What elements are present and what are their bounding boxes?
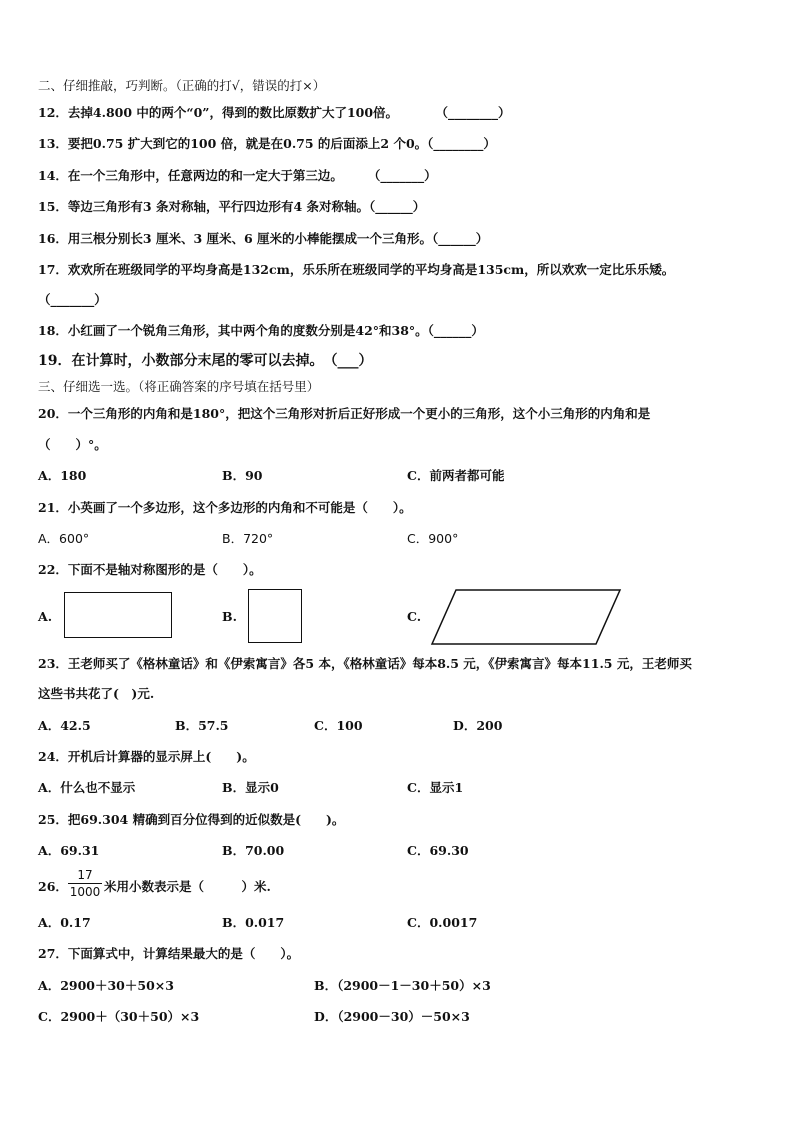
fraction-numerator: 17 <box>77 868 93 882</box>
question-14: 14．在一个三角形中，任意两边的和一定大于第三边。 （_______） <box>38 168 437 183</box>
question-17-line2: （_______） <box>38 292 107 307</box>
q23-option-a: A．42.5 <box>38 718 91 733</box>
q25-option-b: B．70.00 <box>222 843 285 858</box>
question-25: 25．把69.304 精确到百分位得到的近似数是( )。 <box>38 812 345 827</box>
question-21: 21．小英画了一个多边形，这个多边形的内角和不可能是（ ）。 <box>38 500 412 515</box>
question-12: 12．去掉4.800 中的两个“0”，得到的数比原数扩大了100倍。 （________） <box>38 105 511 120</box>
q21-option-c: C．900° <box>407 531 459 546</box>
question-27: 27．下面算式中，计算结果最大的是（ ）。 <box>38 946 300 961</box>
q26-option-b: B．0.017 <box>222 915 285 930</box>
square-icon <box>248 589 302 643</box>
q25-option-c: C．69.30 <box>407 843 469 858</box>
q27-option-a: A．2900＋30＋50×3 <box>38 978 174 993</box>
q22-option-a: A. <box>38 609 53 624</box>
q24-option-b: B．显示0 <box>222 780 279 795</box>
section-3-title: 三、仔细选一选。（将正确答案的序号填在括号里） <box>38 379 320 394</box>
rectangle-icon <box>64 592 172 638</box>
q24-option-a: A．什么也不显示 <box>38 780 136 795</box>
q21-option-a: A．600° <box>38 531 90 546</box>
fraction <box>68 868 102 899</box>
section-2-title: 二、仔细推敲，巧判断。（正确的打√，错误的打×） <box>38 78 326 93</box>
q27-option-d: D．（2900－30）－50×3 <box>314 1009 470 1024</box>
question-23-line1: 23．王老师买了《格林童话》和《伊索寓言》各5 本，《格林童话》每本8.5 元，《伊索寓言》每本11.5 元，王老师买 <box>38 656 692 671</box>
question-26-text: 米用小数表示是（ ）米. <box>104 879 271 894</box>
q23-option-d: D．200 <box>453 718 503 733</box>
q23-option-b: B．57.5 <box>175 718 229 733</box>
q26-option-c: C．0.0017 <box>407 915 478 930</box>
parallelogram-icon <box>430 588 622 646</box>
q23-option-c: C．100 <box>314 718 363 733</box>
question-16: 16．用三根分别长3 厘米、3 厘米、6 厘米的小棒能摆成一个三角形。（______） <box>38 231 489 246</box>
question-17-line1: 17．欢欢所在班级同学的平均身高是132cm，乐乐所在班级同学的平均身高是135cm，所以欢欢一定比乐乐矮。 <box>38 262 675 277</box>
question-18: 18．小红画了一个锐角三角形，其中两个角的度数分别是42°和38°。（______） <box>38 323 484 338</box>
q20-option-c: C．前两者都可能 <box>407 468 505 483</box>
q26-option-a: A．0.17 <box>38 915 91 930</box>
fraction-denominator: 1000 <box>69 885 101 899</box>
question-26-number: 26． <box>38 879 68 894</box>
q27-option-c: C．2900＋（30＋50）×3 <box>38 1009 200 1024</box>
question-20-line1: 20．一个三角形的内角和是180°，把这个三角形对折后正好形成一个更小的三角形，这个小三角形的内角和是 <box>38 406 651 421</box>
q20-option-b: B．90 <box>222 468 263 483</box>
q20-option-a: A．180 <box>38 468 87 483</box>
question-15: 15．等边三角形有3 条对称轴，平行四边形有4 条对称轴。（______） <box>38 199 426 214</box>
question-13: 13．要把0.75 扩大到它的100 倍，就是在0.75 的后面添上2 个0。（________） <box>38 136 496 151</box>
question-20-line2: （ ）°。 <box>38 437 107 452</box>
question-23-line2: 这些书共花了( )元. <box>38 686 155 701</box>
question-24: 24．开机后计算器的显示屏上( )。 <box>38 749 255 764</box>
q21-option-b: B．720° <box>222 531 274 546</box>
question-22: 22．下面不是轴对称图形的是（ ）。 <box>38 562 262 577</box>
q22-option-c: C. <box>407 609 422 624</box>
q25-option-a: A．69.31 <box>38 843 100 858</box>
q24-option-c: C．显示1 <box>407 780 464 795</box>
fraction-bar <box>68 883 102 884</box>
q27-option-b: B．（2900－1－30＋50）×3 <box>314 978 491 993</box>
q22-option-b: B. <box>222 609 237 624</box>
question-19: 19．在计算时，小数部分末尾的零可以去掉。 （___） <box>38 353 373 369</box>
